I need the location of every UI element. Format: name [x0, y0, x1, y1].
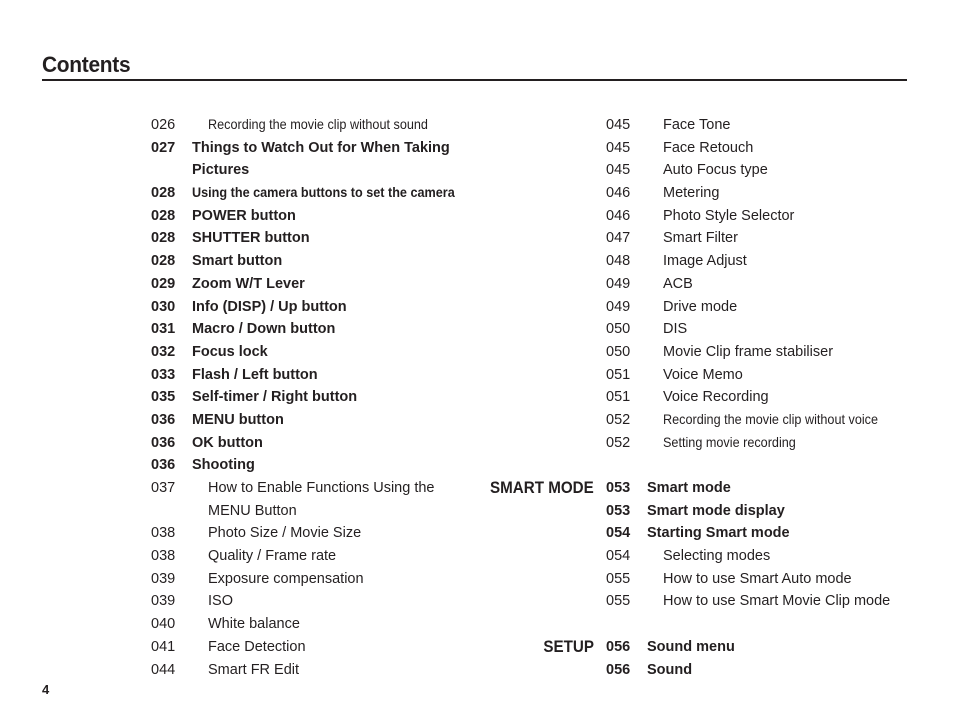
toc-page-number: 026 — [151, 117, 176, 133]
toc-page-number: 030 — [151, 298, 176, 315]
toc-entry-label: Selecting modes — [663, 548, 771, 565]
toc-entry[interactable] — [606, 250, 906, 273]
toc-entry[interactable] — [151, 636, 481, 659]
toc-page-number: 049 — [606, 298, 631, 315]
page-title: Contents — [42, 52, 131, 77]
toc-entry[interactable] — [490, 477, 906, 500]
toc-entry-label: Photo Size / Movie Size — [208, 525, 362, 542]
toc-page-number: 053 — [606, 502, 631, 519]
toc-page-number: 028 — [151, 185, 176, 202]
toc-page-number: 035 — [151, 389, 176, 406]
toc-entry-label: Quality / Frame rate — [208, 548, 337, 565]
toc-entry[interactable] — [606, 659, 906, 682]
toc-entry[interactable] — [606, 159, 906, 182]
toc-entry-label: Shooting — [192, 457, 255, 474]
toc-entry[interactable] — [151, 318, 481, 341]
toc-entry[interactable] — [606, 296, 906, 319]
toc-page-number: 039 — [151, 593, 176, 610]
toc-page-number: 045 — [606, 139, 631, 156]
toc-entry[interactable] — [606, 590, 906, 613]
toc-entry-label: Sound — [647, 661, 693, 678]
toc-page-number: 036 — [151, 411, 176, 428]
toc-entry-label: Pictures — [192, 162, 250, 179]
toc-entry[interactable] — [606, 386, 906, 409]
toc-entry[interactable] — [543, 636, 906, 659]
toc-page-number: 032 — [151, 343, 176, 360]
toc-page-number: 037 — [151, 480, 176, 496]
toc-page-number: 052 — [606, 434, 631, 451]
toc-page-number: 036 — [151, 434, 176, 451]
toc-entry-label: Movie Clip frame stabiliser — [663, 343, 834, 360]
toc-entry-label: Voice Recording — [663, 389, 769, 406]
toc-entry[interactable] — [151, 159, 481, 182]
title-divider — [42, 79, 907, 81]
toc-entry[interactable] — [151, 454, 481, 477]
section-spacer — [606, 454, 906, 477]
toc-entry-label: Smart button — [192, 253, 283, 270]
toc-entry-label: Zoom W/T Lever — [192, 275, 305, 292]
toc-entry[interactable] — [151, 568, 481, 591]
toc-entry[interactable] — [606, 205, 906, 228]
toc-page-number: 039 — [151, 570, 176, 587]
toc-entry-label: Info (DISP) / Up button — [192, 298, 347, 315]
toc-entry-label: How to Enable Functions Using the — [208, 480, 435, 496]
toc-page-number: 038 — [151, 548, 176, 565]
toc-entry[interactable] — [606, 114, 906, 137]
toc-page-number: 046 — [606, 185, 631, 202]
toc-entry[interactable] — [151, 250, 481, 273]
toc-entry-label: Flash / Left button — [192, 366, 318, 383]
toc-entry-label: Smart FR Edit — [208, 661, 300, 678]
toc-entry-label: Face Detection — [208, 638, 306, 655]
toc-entry[interactable] — [606, 409, 906, 432]
toc-entry[interactable] — [151, 409, 481, 432]
toc-page-number: 029 — [151, 275, 176, 292]
toc-entry-label: Drive mode — [663, 298, 738, 315]
toc-entry[interactable] — [151, 296, 481, 319]
toc-entry[interactable] — [151, 227, 481, 250]
toc-page-number: 049 — [606, 275, 631, 292]
toc-entry-label: MENU button — [192, 411, 284, 428]
toc-page-number: 051 — [606, 389, 631, 406]
toc-entry[interactable] — [151, 386, 481, 409]
toc-page-number: 041 — [151, 638, 176, 655]
toc-page-number: 038 — [151, 525, 176, 542]
toc-entry-label: Face Tone — [663, 117, 731, 133]
toc-entry[interactable] — [606, 318, 906, 341]
toc-entry[interactable] — [606, 227, 906, 250]
toc-entry-label: Face Retouch — [663, 139, 754, 156]
toc-page-number: 050 — [606, 343, 631, 360]
toc-entry-label: Smart Filter — [663, 230, 738, 247]
toc-entry-label: White balance — [208, 616, 300, 633]
toc-page-number: 033 — [151, 366, 176, 383]
toc-right-column — [490, 114, 906, 681]
toc-entry-label: Setting movie recording — [663, 434, 796, 450]
toc-entry[interactable] — [151, 522, 481, 545]
toc-entry-label: POWER button — [192, 207, 296, 224]
toc-page-number: 056 — [606, 638, 631, 655]
toc-entry-label: ACB — [663, 275, 693, 292]
toc-entry-label: ISO — [208, 593, 233, 610]
toc-entry-label: Smart mode — [647, 480, 731, 496]
toc-entry[interactable] — [151, 590, 481, 613]
toc-entry[interactable] — [151, 477, 481, 500]
toc-page-number: 051 — [606, 366, 631, 383]
toc-entry[interactable] — [606, 364, 906, 387]
toc-entry[interactable] — [151, 182, 481, 205]
toc-entry[interactable] — [151, 341, 481, 364]
toc-page-number: 044 — [151, 661, 176, 678]
toc-page-number: 055 — [606, 570, 631, 587]
toc-page-number: 036 — [151, 457, 176, 474]
toc-left-column — [151, 114, 481, 681]
toc-entry-label: SHUTTER button — [192, 230, 310, 247]
section-spacer — [606, 613, 906, 636]
toc-entry[interactable] — [151, 364, 481, 387]
toc-page-number: 028 — [151, 253, 176, 270]
section-heading: SMART MODE — [490, 479, 594, 497]
toc-entry[interactable] — [151, 273, 481, 296]
toc-page-number: 040 — [151, 616, 176, 633]
toc-entry[interactable] — [151, 432, 481, 455]
toc-entry[interactable] — [151, 613, 481, 636]
toc-page-number: 048 — [606, 253, 631, 270]
toc-entry-label: Smart mode display — [647, 502, 785, 519]
toc-entry-label: Recording the movie clip without sound — [208, 117, 428, 132]
toc-entry-label: Auto Focus type — [663, 162, 768, 179]
toc-entry-label: Starting Smart mode — [647, 525, 790, 542]
toc-entry[interactable] — [151, 500, 481, 523]
toc-entry[interactable] — [151, 205, 481, 228]
toc-entry-label: Recording the movie clip without voice — [663, 411, 879, 427]
toc-page-number: 028 — [151, 230, 176, 247]
page-number: 4 — [42, 682, 50, 697]
toc-entry[interactable] — [606, 568, 906, 591]
toc-entry-label: Focus lock — [192, 343, 268, 360]
toc-entry-label: Image Adjust — [663, 253, 747, 270]
toc-page-number: 052 — [606, 411, 631, 428]
toc-entry[interactable] — [606, 137, 906, 160]
toc-entry[interactable] — [151, 659, 481, 682]
toc-entry-label: MENU Button — [208, 502, 297, 519]
toc-page-number: 050 — [606, 321, 631, 338]
toc-entry[interactable] — [606, 432, 906, 455]
toc-entry-label: Things to Watch Out for When Taking — [192, 139, 450, 156]
toc-page-number: 031 — [151, 321, 176, 338]
toc-entry-label: Macro / Down button — [192, 321, 336, 338]
toc-entry-label: Metering — [663, 185, 720, 202]
toc-entry[interactable] — [606, 522, 906, 545]
toc-page-number: 056 — [606, 661, 631, 678]
toc-entry-label: Using the camera buttons to set the camera — [192, 185, 455, 201]
toc-entry[interactable] — [606, 500, 906, 523]
toc-entry-label: Voice Memo — [663, 366, 743, 383]
toc-entry-label: Self-timer / Right button — [192, 389, 358, 406]
toc-page-number: 027 — [151, 139, 176, 156]
toc-entry-label: DIS — [663, 321, 688, 338]
toc-entry-label: Exposure compensation — [208, 570, 364, 587]
toc-page-number: 054 — [606, 525, 631, 542]
toc-entry[interactable] — [606, 182, 906, 205]
toc-page-number: 045 — [606, 117, 631, 133]
toc-page-number: 046 — [606, 207, 631, 224]
toc-entry[interactable] — [606, 273, 906, 296]
toc-entry-label: How to use Smart Auto mode — [663, 570, 852, 587]
toc-page-number: 047 — [606, 230, 631, 247]
toc-entry[interactable] — [606, 545, 906, 568]
toc-page-number: 054 — [606, 548, 631, 565]
toc-entry-label: Photo Style Selector — [663, 207, 795, 224]
section-heading: SETUP — [543, 637, 594, 656]
toc-page-number: 055 — [606, 593, 631, 610]
toc-page-number: 045 — [606, 162, 631, 179]
toc-entry-label: How to use Smart Movie Clip mode — [663, 593, 891, 610]
toc-entry-label: Sound menu — [647, 638, 735, 655]
toc-entry[interactable] — [151, 545, 481, 568]
toc-entry-label: OK button — [192, 434, 263, 451]
toc-page-number: 028 — [151, 207, 176, 224]
toc-entry[interactable] — [151, 137, 481, 160]
toc-entry[interactable] — [606, 341, 906, 364]
toc-page-number: 053 — [606, 480, 631, 496]
toc-entry[interactable] — [151, 114, 481, 137]
